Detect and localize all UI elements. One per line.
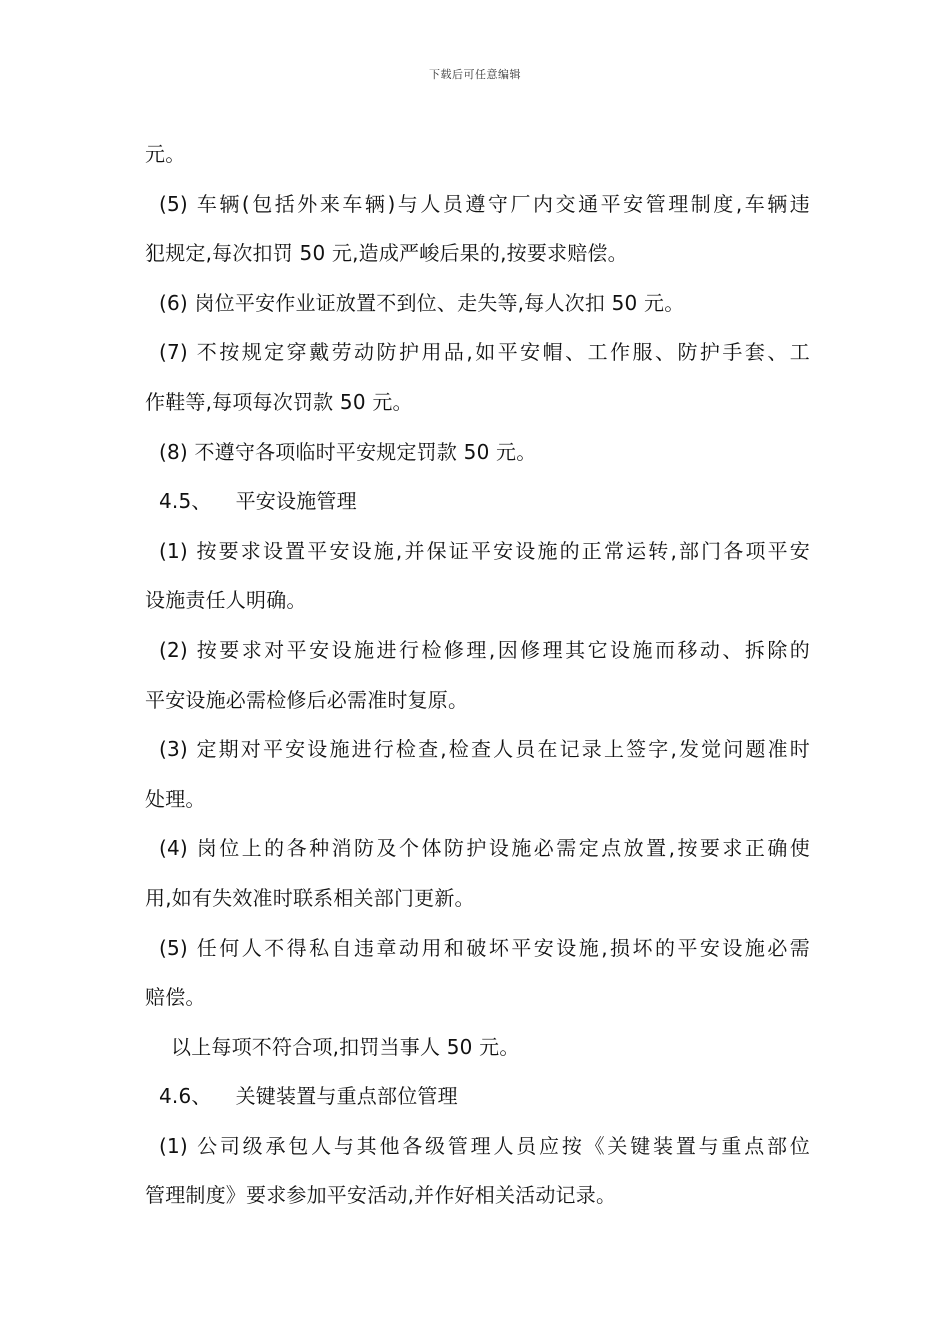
paragraph-line: 元。: [145, 142, 186, 166]
section-heading: [145, 477, 810, 527]
document-body: [145, 130, 810, 1221]
section-title: 关键装置与重点部位管理: [235, 1084, 458, 1109]
paragraph-line: (3) 定期对平安设施进行检查,检查人员在记录上签字,发觉问题准时: [159, 737, 810, 762]
paragraph-line: 赔偿。: [145, 985, 206, 1010]
paragraph-line: 作鞋等,每项每次罚款 50 元。: [145, 389, 413, 414]
paragraph-line: (2) 按要求对平安设施进行检修理,因修理其它设施而移动、拆除的: [159, 637, 810, 662]
paragraph-line: 平安设施必需检修后必需准时复原。: [145, 687, 469, 712]
section-number: 4.5、: [159, 489, 212, 514]
section-title: 平安设施管理: [235, 489, 357, 514]
paragraph-line: (6) 岗位平安作业证放置不到位、走失等,每人次扣 50 元。: [159, 290, 685, 315]
paragraph-line: 用,如有失效准时联系相关部门更新。: [145, 885, 475, 910]
section-number: 4.6、: [159, 1084, 212, 1109]
paragraph-line: (5) 车辆(包括外来车辆)与人员遵守厂内交通平安管理制度,车辆违: [159, 191, 810, 216]
paragraph-line: 管理制度》要求参加平安活动,并作好相关活动记录。: [145, 1183, 617, 1208]
paragraph-line: 处理。: [145, 786, 206, 811]
paragraph-line: 犯规定,每次扣罚 50 元,造成严峻后果的,按要求赔偿。: [145, 241, 628, 266]
paragraph-line: (1) 按要求设置平安设施,并保证平安设施的正常运转,部门各项平安: [159, 538, 810, 563]
section-heading: [145, 1072, 810, 1122]
paragraph-line: 设施责任人明确。: [145, 588, 307, 613]
paragraph-line: (5) 任何人不得私自违章动用和破坏平安设施,损坏的平安设施必需: [159, 935, 810, 960]
paragraph-line: (8) 不遵守各项临时平安规定罚款 50 元。: [159, 439, 537, 464]
page-header: 下载后可任意编辑: [429, 68, 521, 81]
paragraph-line: (4) 岗位上的各种消防及个体防护设施必需定点放置,按要求正确使: [159, 836, 810, 861]
paragraph-line: (1) 公司级承包人与其他各级管理人员应按《关键装置与重点部位: [159, 1133, 810, 1158]
paragraph-line: (7) 不按规定穿戴劳动防护用品,如平安帽、工作服、防护手套、工: [159, 340, 810, 365]
paragraph-line: 以上每项不符合项,扣罚当事人 50 元。: [171, 1034, 520, 1059]
